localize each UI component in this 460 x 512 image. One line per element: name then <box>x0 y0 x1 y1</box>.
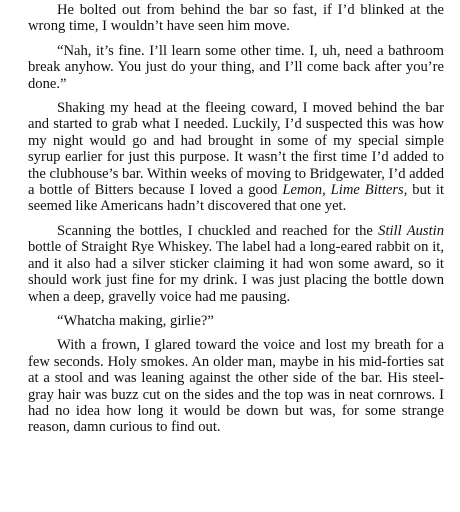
paragraph-text: Shaking my head at the fleeing coward, I moved behind the bar and started to grab what I needed. Luckily, I’d suspected this was how my night would go and had brought in some of my special simple syrup earlier for just this purpose. It wasn’t the first time I’d added to the clubhouse’s bar. Within weeks of moving to Bridgewater, I’d added a bottle of Bitters because I loved a good <box>28 100 445 199</box>
paragraph-text: With a frown, I glared toward the voice and lost my breath for a few seconds. Holy smokes. An older man, maybe in his mid-forties sat at a stool and was leaning against the other side of the bar. His steel-gray hair was buzz cut on the sides and the top was in neat cornrows. I had no idea how long it would be down but was, for some strange reason, damn curious to find out. <box>28 337 444 436</box>
paragraph-1 <box>28 2 444 35</box>
paragraph-text: “Nah, it’s fine. I’ll learn some other time. I, uh, need a bathroom break anyhow. You just do your thing, and I’ll come back after you’re done.” <box>28 42 444 92</box>
paragraph-5 <box>28 313 444 329</box>
paragraph-2 <box>28 43 444 92</box>
brand-name: Still Austin <box>378 222 444 239</box>
drink-name: Lemon, Lime Bitters <box>282 182 404 199</box>
paragraph-3 <box>28 100 444 215</box>
paragraph-text: He bolted out from behind the bar so fast, if I’d blinked at the wrong time, I wouldn’t have seen him move. <box>28 2 444 35</box>
paragraph-text: , but it seemed like Americans hadn’t discovered that one yet. <box>28 182 445 215</box>
paragraph-text: “Whatcha making, girlie?” <box>57 312 214 329</box>
paragraph-6 <box>28 337 444 435</box>
paragraph-4 <box>28 223 444 305</box>
paragraph-text: bottle of Straight Rye Whiskey. The label had a long-eared rabbit on it, and it also had a silver sticker claiming it had won some award, so it should work just fine for my drink. I was just placing the bottle down when a deep, gravelly voice had me pausing. <box>28 239 444 305</box>
paragraph-text: Scanning the bottles, I chuckled and reached for the <box>57 222 379 239</box>
